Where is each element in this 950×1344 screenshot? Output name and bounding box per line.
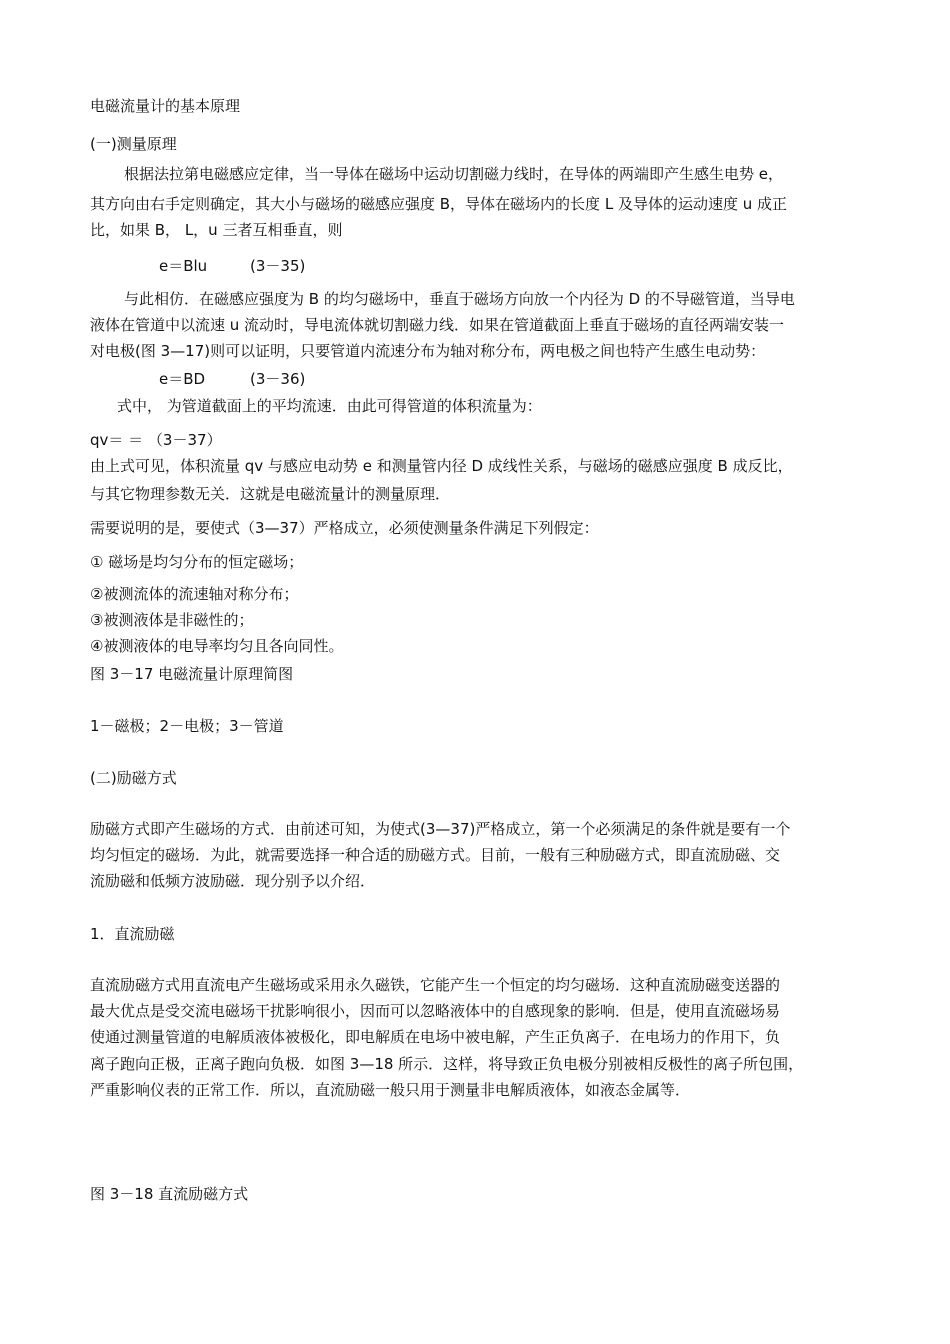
paragraph-line: 式中， 为管道截面上的平均流速．由此可得管道的体积流量为： [117,397,542,415]
paragraph-line: 励磁方式即产生磁场的方式．由前述可知，为使式(3—37)严格成立，第一个必须满足的条件就是要有一个 [90,820,791,838]
paragraph-line: 直流励磁方式用直流电产生磁场或采用永久磁铁，它能产生一个恒定的均匀磁场．这种直流励磁变送器的 [90,976,781,994]
figure-caption: 图 3－18 直流励磁方式 [90,1185,249,1203]
figure-legend: 1－磁极；2－电极；3－管道 [90,717,284,735]
paragraph-line: 根据法拉第电磁感应定律，当一导体在磁场中运动切割磁力线时，在导体的两端即产生感生电势 e， [124,165,784,183]
figure-caption: 图 3－17 电磁流量计原理简图 [90,665,294,683]
list-item-assumption: ④被测液体的电导率均匀且各向同性。 [90,637,344,655]
equation-label: (3－36) [250,370,306,388]
paragraph-line: 需要说明的是，要使式（3—37）严格成立，必须使测量条件满足下列假定： [90,519,599,537]
paragraph-line: 与此相仿．在磁感应强度为 B 的均匀磁场中，垂直于磁场方向放一个内径为 D 的不导磁管道，当导电 [124,290,795,308]
equation-formula: e＝BD [159,370,206,388]
paragraph-line: 对电极(图 3—17)则可以证明，只要管道内流速分布为轴对称分布，两电极之间也特产生感生电动势： [90,342,766,360]
paragraph-line: 严重影响仪表的正常工作．所以，直流励磁一般只用于测量非电解质液体，如液态金属等． [90,1081,691,1099]
paragraph-line: 均匀恒定的磁场．为此，就需要选择一种合适的励磁方式。目前，一般有三种励磁方式，即直流励磁、交 [90,846,781,864]
paragraph-line: 比，如果 B， L，u 三者互相垂直，则 [90,221,343,239]
paragraph-line: 使通过测量管道的电解质液体被极化，即电解质在电场中被电解，产生正负离子．在电场力的作用下，负 [90,1028,781,1046]
paragraph-line: 最大优点是受交流电磁场干扰影响很小，因而可以忽略液体中的自感现象的影响．但是，使用直流磁场易 [90,1002,781,1020]
paragraph-line: 流励磁和低频方波励磁．现分别予以介绍． [90,872,376,890]
paragraph-line: 离子跑向正极，正离子跑向负极．如图 3—18 所示．这样，将导致正负电极分别被相反极性的离子所包围， [90,1055,804,1073]
list-item-assumption: ① 磁场是均匀分布的恒定磁场； [90,553,304,571]
paragraph-line: 与其它物理参数无关．这就是电磁流量计的测量原理． [90,485,451,503]
subsection-heading-dc-excitation: 1．直流励磁 [90,925,175,943]
paragraph-line: 其方向由右手定则确定，其大小与磁场的磁感应强度 B，导体在磁场内的长度 L 及导体的运动速度 u 成正 [90,195,787,213]
list-item-assumption: ②被测流体的流速轴对称分布； [90,585,299,603]
section-heading-excitation-method: (二)励磁方式 [90,769,177,787]
paragraph-line: 由上式可见，体积流量 qv 与感应电动势 e 和测量管内径 D 成线性关系，与磁场的磁感应强度 B 成反比， [90,457,793,475]
equation-flow-rate: qv＝ ＝ （3－37） [90,431,222,449]
equation-formula: e＝Blu [159,257,208,275]
list-item-assumption: ③被测液体是非磁性的； [90,611,254,629]
paragraph-line: 液体在管道中以流速 u 流动时，导电流体就切割磁力线．如果在管道截面上垂直于磁场的直径两端安装一 [90,316,785,334]
document-title: 电磁流量计的基本原理 [90,97,241,115]
section-heading-measurement-principle: (一)测量原理 [90,135,177,153]
equation-label: (3－35) [250,257,306,275]
